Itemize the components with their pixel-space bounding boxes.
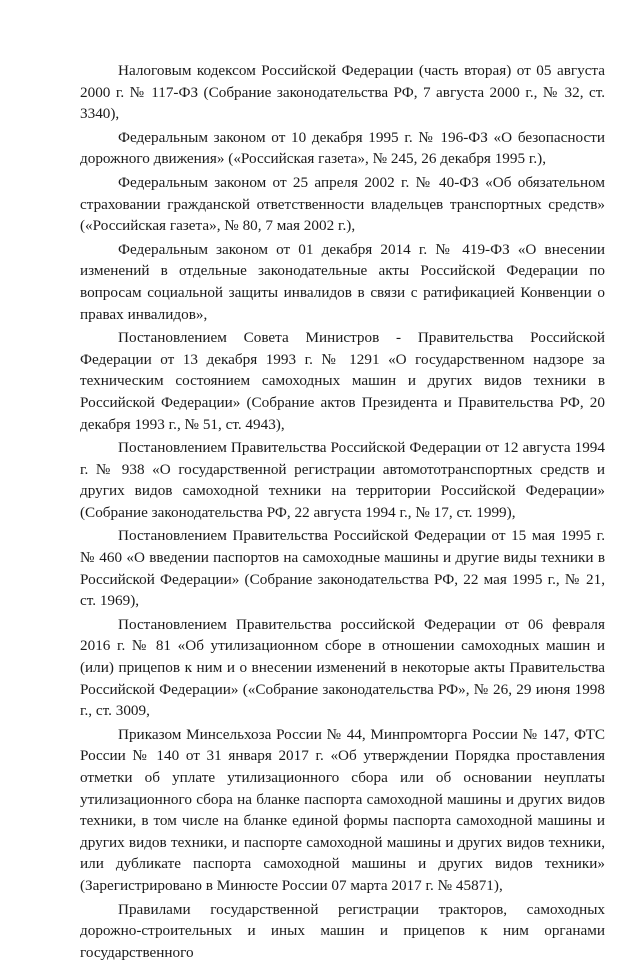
document-page <box>80 60 605 965</box>
paragraph-tax-code: Налоговым кодексом Российской Федерации (часть вторая) от 05 августа 2000 г. № 117-ФЗ (Собрание законодательства РФ, 7 августа 2000 г., № 32, ст. 3340), <box>80 62 605 123</box>
paragraph-registration-rules: Правилами государственной регистрации тракторов, самоходных дорожно-строительных и иных машин и прицепов к ним органами государственного <box>80 900 605 961</box>
paragraph-resolution-81: Постановлением Правительства российской Федерации от 06 февраля 2016 г. № 81 «Об утилизационном сборе в отношении самоходных машин и (или) прицепов к ним и о внесении изменений в некоторые акты Правительства Российской Федерации» («Собрание законодательства РФ», № 26, 29 июня 1998 г., ст. 3009, <box>80 615 605 720</box>
paragraph-resolution-938: Постановлением Правительства Российской Федерации от 12 августа 1994 г. № 938 «О государственной регистрации автомототранспортных средств и других видов самоходной техники на территории Российской Федерации» (Собрание законодательства РФ, 22 августа 1994 г., № 17, ст. 1999), <box>80 439 605 521</box>
paragraph-resolution-1291: Постановлением Совета Министров - Правительства Российской Федерации от 13 декабря 1993 г. № 1291 «О государственном надзоре за техническим состоянием самоходных машин и других видов техники в Российской Федерации» (Собрание актов Президента и Правительства РФ, 20 декабря 1993 г., № 51, ст. 4943), <box>80 329 605 433</box>
paragraph-resolution-460: Постановлением Правительства Российской Федерации от 15 мая 1995 г. № 460 «О введении паспортов на самоходные машины и другие виды техники в Российской Федерации» (Собрание законодательства РФ, 22 мая 1995 г., № 21, ст. 1969), <box>80 527 605 610</box>
paragraph-osago-law: Федеральным законом от 25 апреля 2002 г. № 40-ФЗ «Об обязательном страховании гражданской ответственности владельцев транспортных средств» («Российская газета», № 80, 7 мая 2002 г.), <box>80 173 605 235</box>
paragraph-order-44: Приказом Минсельхоза России № 44, Минпромторга России № 147, ФТС России № 140 от 31 января 2017 г. «Об утверждении Порядка проставления отметки об уплате утилизационного сбора или об основании неуплаты утилизационного сбора на бланке паспорта самоходной машины и других видов техники, в том числе на бланке единой формы паспорта самоходной машины и других видов техники, и паспорте самоходной машины и других видов техники, или дубликате паспорта самоходной машины и других видов техники» (Зарегистрировано в Минюсте России 07 марта 2017 г. № 45871), <box>80 725 605 894</box>
paragraph-road-safety-law: Федеральным законом от 10 декабря 1995 г. № 196-ФЗ «О безопасности дорожного движения» («Российская газета», № 245, 26 декабря 1995 г.), <box>80 128 605 168</box>
paragraph-disability-law: Федеральным законом от 01 декабря 2014 г. № 419-ФЗ «О внесении изменений в отдельные законодательные акты Российской Федерации по вопросам социальной защиты инвалидов в связи с ратификацией Конвенции о правах инвалидов», <box>80 240 605 323</box>
